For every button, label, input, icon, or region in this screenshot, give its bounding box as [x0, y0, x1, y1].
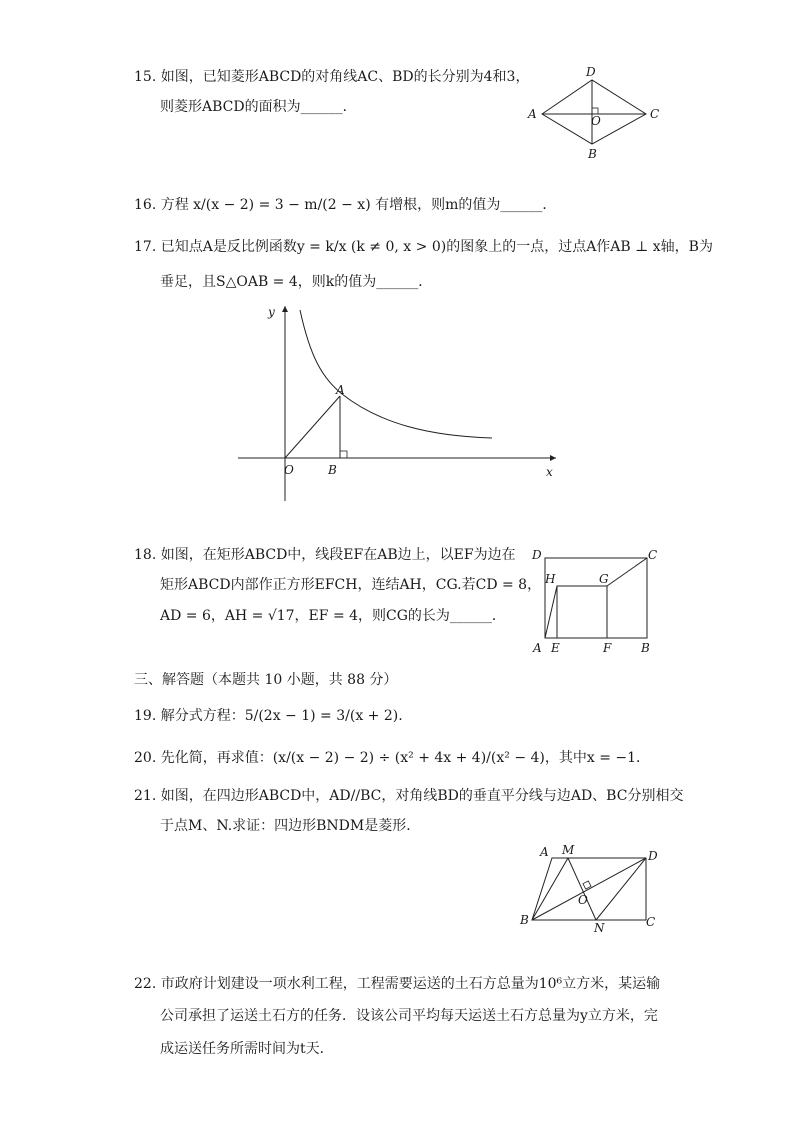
label-D: D — [586, 65, 596, 79]
label-C: C — [646, 915, 656, 929]
label-B: B — [588, 147, 597, 161]
label-O: O — [284, 463, 294, 477]
q19-line-1: 19. 解分式方程：5/(2x − 1) = 3/(x + 2). — [134, 708, 403, 724]
label-N: N — [594, 921, 605, 935]
label-C: C — [650, 107, 660, 121]
q21-line-1: 21. 如图，在四边形ABCD中，AD//BC，对角线BD的垂直平分线与边AD、BC分别相交 — [134, 788, 684, 804]
q21-line-2: 于点M、N.求证：四边形BNDM是菱形． — [160, 818, 421, 834]
label-G: G — [599, 572, 609, 586]
quadrilateral-figure — [510, 838, 670, 938]
label-O: O — [578, 893, 588, 907]
q15-line-2: 则菱形ABCD的面积为______． — [160, 99, 357, 115]
label-x: x — [546, 465, 553, 479]
section-3-title: 三、解答题（本题共 10 小题，共 88 分） — [134, 672, 398, 688]
q18-line-1: 18. 如图，在矩形ABCD中，线段EF在AB边上，以EF为边在 — [134, 547, 516, 563]
label-O: O — [591, 114, 601, 128]
label-E: E — [551, 641, 560, 655]
label-H: H — [545, 572, 556, 586]
hyperbola-figure — [230, 296, 570, 506]
label-y: y — [268, 305, 275, 319]
label-A: A — [528, 107, 537, 121]
label-A: A — [336, 383, 345, 397]
q18-line-2: 矩形ABCD内部作正方形EFCH，连结AH，CG.若CD = 8， — [160, 577, 542, 593]
q18-line-3: AD = 6，AH = √17，EF = 4，则CG的长为______． — [160, 608, 506, 624]
label-D: D — [648, 849, 658, 863]
q20-line-1: 20. 先化简，再求值：(x/(x − 2) − 2) ÷ (x² + 4x + 4)/(x² − 4)，其中x = −1． — [134, 750, 651, 766]
label-C: C — [648, 548, 658, 562]
q22-line-1: 22. 市政府计划建设一项水利工程，工程需要运送的土石方总量为10⁶立方米，某运输 — [134, 976, 661, 992]
label-B: B — [328, 463, 337, 477]
q16-line-1: 16. 方程 x/(x − 2) = 3 − m/(2 − x) 有增根，则m的值为______． — [134, 197, 557, 213]
label-B: B — [641, 641, 650, 655]
q17-line-2: 垂足，且S△OAB = 4，则k的值为______． — [160, 274, 433, 290]
label-A: A — [533, 641, 542, 655]
label-M: M — [562, 843, 575, 857]
label-F: F — [603, 641, 612, 655]
rhombus-figure — [518, 62, 668, 162]
label-A: A — [540, 845, 549, 859]
q15-line-1: 15. 如图，已知菱形ABCD的对角线AC、BD的长分别为4和3， — [134, 69, 530, 85]
q22-line-3: 成运送任务所需时间为t天． — [160, 1041, 334, 1057]
q22-line-2: 公司承担了运送土石方的任务．设该公司平均每天运送土石方总量为y立方米，完 — [160, 1008, 658, 1024]
rectangle-figure — [525, 545, 665, 657]
label-B: B — [520, 913, 529, 927]
q17-line-1: 17. 已知点A是反比例函数y = k/x (k ≠ 0, x > 0)的图象上的一点，过点A作AB ⊥ x轴，B为 — [134, 239, 713, 255]
label-D: D — [532, 548, 542, 562]
